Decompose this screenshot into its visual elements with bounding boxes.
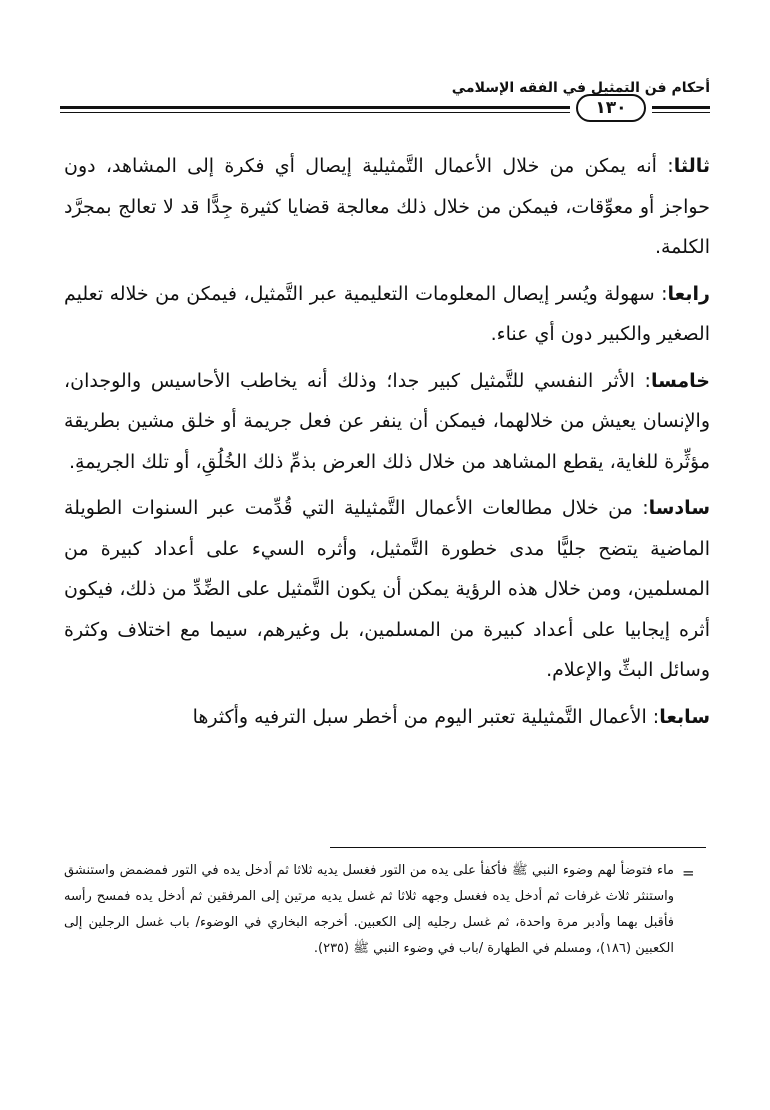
header-rule-short-thin — [652, 112, 710, 113]
paragraph-label: سادسا — [648, 497, 710, 519]
footnote-divider — [330, 847, 706, 848]
running-title: أحكام فن التمثيل في الفقه الإسلامي — [451, 80, 710, 96]
paragraph-text: : أنه يمكن من خلال الأعمال التَّمثيلية إيصال أي فكرة إلى المشاهد، دون حواجز أو معوِّقات، فيمكن من خلال ذلك معالجة قضايا كثيرة جِدًّا قد لا تعالج بمجرَّد الكلمة. — [64, 155, 710, 258]
header-rule-thick — [60, 106, 570, 109]
main-text — [64, 146, 710, 743]
paragraph-text: : الأثر النفسي للتَّمثيل كبير جدا؛ وذلك أنه يخاطب الأحاسيس والوجدان، والإنسان يعيش من خلالهما، فيمكن أن ينفر عن فعل جريمة أو خلق مشين بطريقة مؤثِّرة للغاية، يقطع المشاهد من خلال ذلك العرض بذمِّ ذلك الخُلُقِ، أو تلك الجريمةِ. — [64, 369, 710, 473]
paragraph-text: : سهولة ويُسر إيصال المعلومات التعليمية عبر التَّمثيل، فيمكن من خلاله تعليم الصغير والكبير دون أي عناء. — [64, 282, 710, 345]
footnote-text: ماء فتوضأ لهم وضوء النبي ﷺ فأكفأ على يده من التور فغسل يديه ثلاثا ثم أدخل يده في التور فمضمض واستنشق واستنثر ثلاث غرفات ثم أدخل يده فغسل وجهه ثلاثا ثم غسل يديه مرتين إلى المرفقين ثم أدخل يده فمسح رأسه فأقبل بهما وأدبر مرة واحدة، ثم غسل رجليه إلى الكعبين. أخرجه البخاري في الوضوء/ باب غسل الرجلين إلى الكعبين (١٨٦)، ومسلم في الطهارة /باب في وضوء النبي ﷺ (٢٣٥). — [64, 863, 674, 956]
paragraph-text: : من خلال مطالعات الأعمال التَّمثيلية التي قُدِّمت عبر السنوات الطويلة الماضية يتضح جليًّا مدى خطورة التَّمثيل، وأثره السيء على أعداد كبيرة من المسلمين، ومن خلال هذه الرؤية يمكن أن يكون التَّمثيل على الضِّدِّ من ذلك، فيكون أثره إيجابيا على أعداد كبيرة من المسلمين، بل وغيرهم، سيما مع اختلاف وكثرة وسائل البثِّ والإعلام. — [64, 497, 710, 681]
paragraph-third — [64, 146, 710, 268]
paragraph-label: ثالثا — [673, 155, 710, 177]
paragraph-label: سابعا — [659, 705, 710, 728]
paragraph-fifth — [64, 361, 710, 483]
paragraph-seventh — [64, 697, 710, 738]
header-rule-short-thick — [652, 106, 710, 109]
paragraph-sixth — [64, 488, 710, 691]
paragraph-text: : الأعمال التَّمثيلية تعتبر اليوم من أخطر سبل الترفيه وأكثرها — [192, 705, 660, 728]
page-header — [60, 72, 710, 128]
paragraph-fourth — [64, 274, 710, 355]
header-rule-thin — [60, 112, 570, 113]
paragraph-label: خامسا — [650, 369, 710, 392]
paragraph-label: رابعا — [667, 282, 710, 305]
page-number: ١٣٠ — [576, 94, 646, 122]
footnote-continuation-mark: = — [682, 864, 695, 882]
